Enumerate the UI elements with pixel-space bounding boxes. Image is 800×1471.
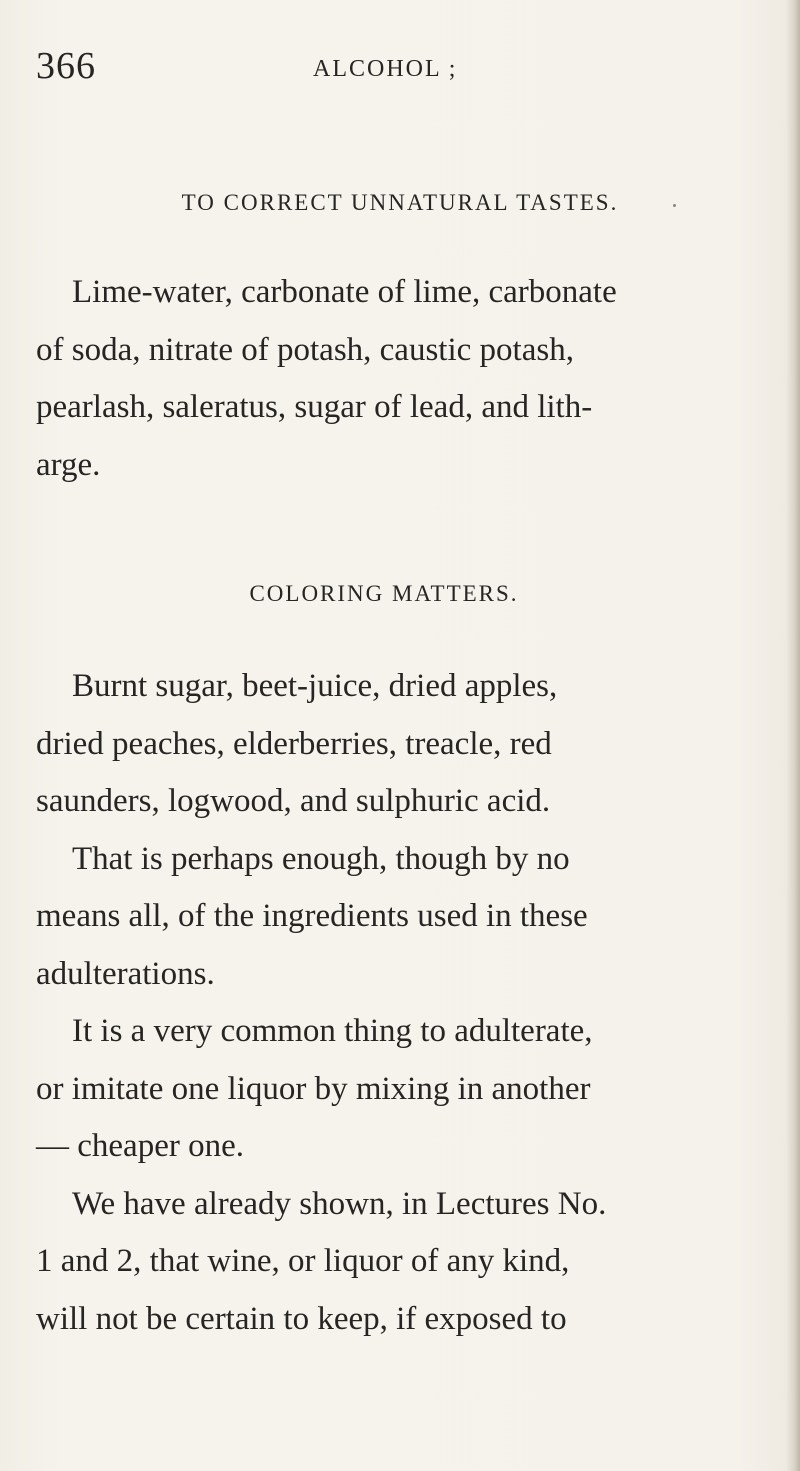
text-line: It is a very common thing to adulterate,	[72, 1013, 593, 1049]
text-line: dried peaches, elderberries, treacle, red	[36, 725, 552, 762]
text-line: — cheaper one.	[36, 1128, 244, 1164]
text-line: Burnt sugar, beet-juice, dried apples,	[72, 668, 558, 704]
text-line: That is perhaps enough, though by no	[72, 840, 570, 877]
text-line: of soda, nitrate of potash, caustic potash,	[36, 331, 574, 368]
text-line: We have already shown, in Lectures No.	[72, 1185, 607, 1222]
section-heading-coloring-matters: COLORING MATTERS.	[249, 581, 519, 606]
paragraph-taste-correctors	[36, 264, 776, 494]
running-head	[36, 44, 736, 94]
text-line: adulterations.	[36, 955, 215, 992]
text-line: 1 and 2, that wine, or liquor of any kind,	[36, 1243, 570, 1279]
page-number: 366	[36, 45, 96, 87]
section-heading-unnatural-tastes: TO CORRECT UNNATURAL TASTES.	[181, 190, 619, 215]
text-line: Lime-water, carbonate of lime, carbonate	[72, 274, 617, 310]
page-edge-shadow	[786, 0, 800, 1471]
text-line: will not be certain to keep, if exposed to	[36, 1300, 567, 1337]
text-line: or imitate one liquor by mixing in another	[36, 1070, 591, 1107]
text-line: arge.	[36, 446, 101, 483]
text-line: pearlash, saleratus, sugar of lead, and lith-	[36, 389, 593, 425]
text-line: saunders, logwood, and sulphuric acid.	[36, 783, 551, 819]
paragraph-coloring-matters	[36, 658, 776, 1348]
running-title: ALCOHOL ;	[313, 56, 458, 82]
text-line: means all, of the ingredients used in these	[36, 898, 588, 934]
